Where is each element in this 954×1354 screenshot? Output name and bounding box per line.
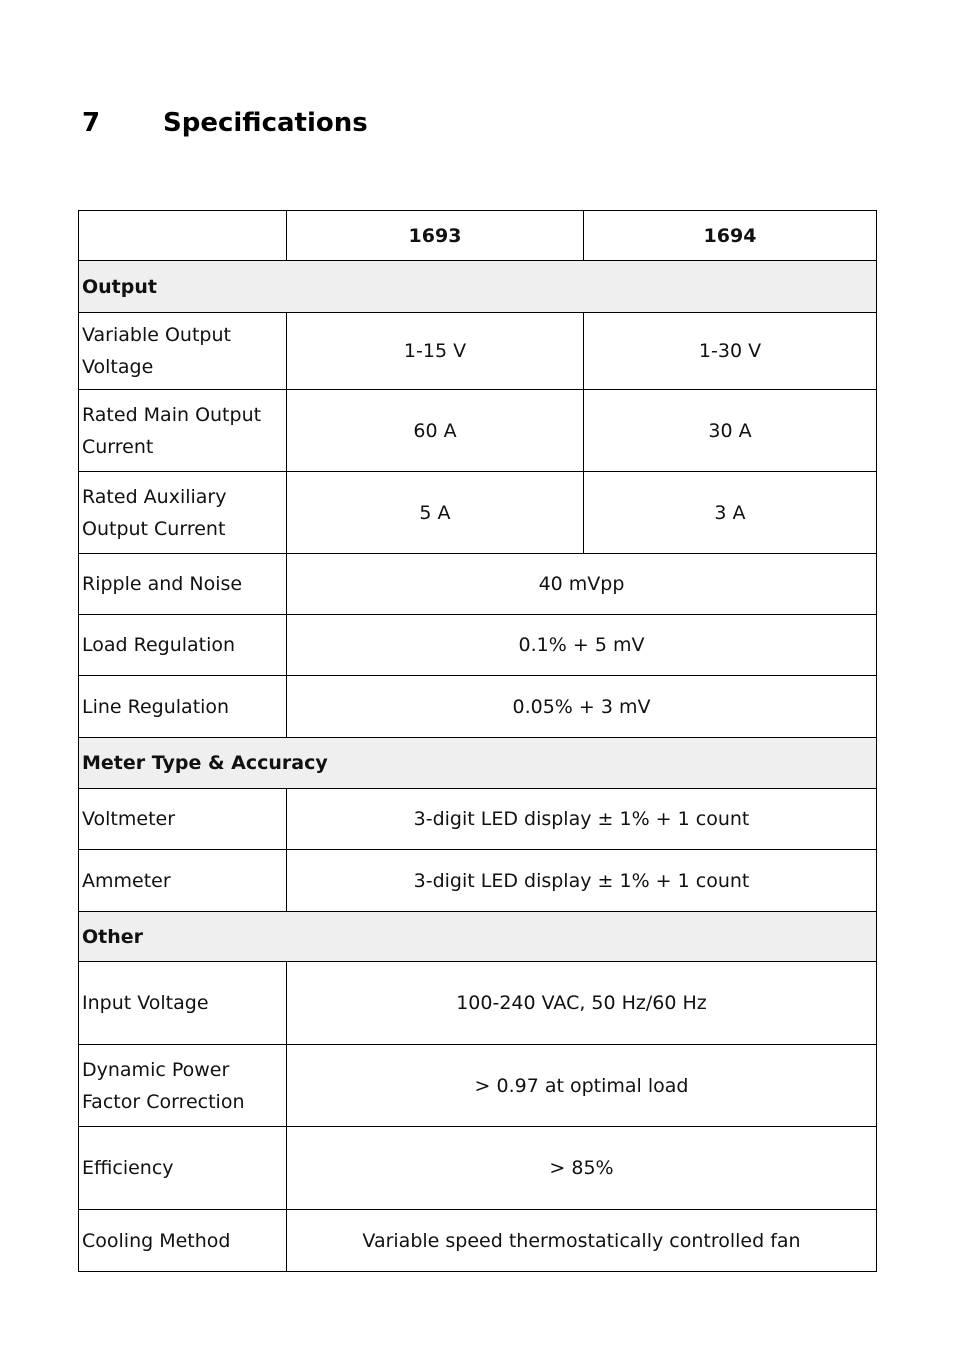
- row-value-1693: 5 A: [287, 472, 584, 554]
- section-label: Other: [79, 912, 877, 962]
- row-label: Variable Output Voltage: [79, 313, 287, 390]
- section-row-meter: [79, 738, 877, 789]
- row-value-shared: 3-digit LED display ± 1% + 1 count: [287, 850, 877, 912]
- row-label: Voltmeter: [79, 789, 287, 850]
- row-value-shared: 40 mVpp: [287, 554, 877, 615]
- table-row: [79, 390, 877, 472]
- specifications-table: [78, 210, 877, 1272]
- row-label: Line Regulation: [79, 676, 287, 738]
- table-row: [79, 472, 877, 554]
- section-row-output: [79, 261, 877, 313]
- section-title: Specifications: [163, 108, 368, 138]
- row-label: Ripple and Noise: [79, 554, 287, 615]
- row-value-1693: 60 A: [287, 390, 584, 472]
- row-label: Input Voltage: [79, 962, 287, 1045]
- row-label: Dynamic Power Factor Correction: [79, 1045, 287, 1127]
- section-label: Meter Type & Accuracy: [79, 738, 877, 789]
- table-row: [79, 1045, 877, 1127]
- table-header-row: [79, 211, 877, 261]
- row-value-shared: 0.1% + 5 mV: [287, 615, 877, 676]
- section-row-other: [79, 912, 877, 962]
- row-value-1693: 1-15 V: [287, 313, 584, 390]
- header-cell-blank: [79, 211, 287, 261]
- row-value-shared: > 85%: [287, 1127, 877, 1210]
- row-value-shared: 3-digit LED display ± 1% + 1 count: [287, 789, 877, 850]
- table-row: [79, 313, 877, 390]
- section-number: 7: [82, 108, 101, 138]
- header-cell-model-1694: 1694: [584, 211, 877, 261]
- table-row: [79, 850, 877, 912]
- row-value-shared: Variable speed thermostatically controlled fan: [287, 1210, 877, 1272]
- row-label: Rated Main Output Current: [79, 390, 287, 472]
- table-row: [79, 554, 877, 615]
- row-value-1694: 1-30 V: [584, 313, 877, 390]
- row-label: Ammeter: [79, 850, 287, 912]
- table-row: [79, 789, 877, 850]
- row-value-1694: 30 A: [584, 390, 877, 472]
- row-label: Cooling Method: [79, 1210, 287, 1272]
- table-row: [79, 676, 877, 738]
- row-value-shared: 100-240 VAC, 50 Hz/60 Hz: [287, 962, 877, 1045]
- header-cell-model-1693: 1693: [287, 211, 584, 261]
- row-value-1694: 3 A: [584, 472, 877, 554]
- row-value-shared: 0.05% + 3 mV: [287, 676, 877, 738]
- table-row: [79, 1127, 877, 1210]
- row-label: Load Regulation: [79, 615, 287, 676]
- table-row: [79, 615, 877, 676]
- row-value-shared: > 0.97 at optimal load: [287, 1045, 877, 1127]
- section-heading: [82, 108, 368, 138]
- section-label: Output: [79, 261, 877, 313]
- row-label: Efficiency: [79, 1127, 287, 1210]
- table-row: [79, 1210, 877, 1272]
- table-row: [79, 962, 877, 1045]
- row-label: Rated Auxiliary Output Current: [79, 472, 287, 554]
